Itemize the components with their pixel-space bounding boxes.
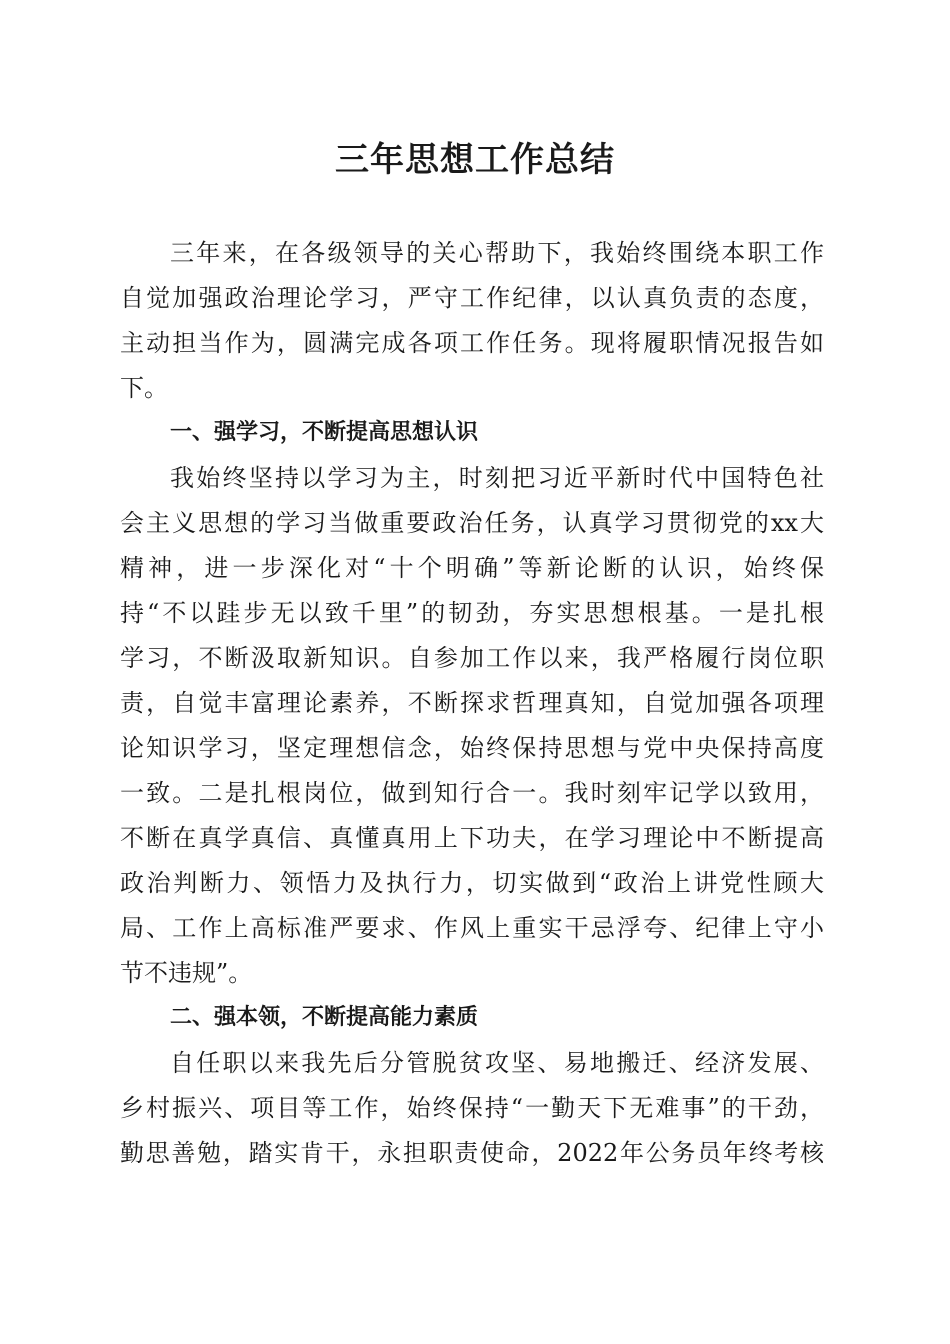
section2-line: 勤思善勉，踏实肯干，永担职责使命，2022年公务员年终考核 bbox=[120, 1139, 824, 1167]
intro-line: 主动担当作为，圆满完成各项工作任务。现将履职情况报告如 bbox=[120, 329, 824, 357]
section1-line: 会主义思想的学习当做重要政治任务，认真学习贯彻党的xx大 bbox=[120, 509, 824, 537]
section1-line: 持“不以跬步无以致千里”的韧劲，夯实思想根基。一是扎根 bbox=[120, 599, 824, 627]
section1-line: 我始终坚持以学习为主，时刻把习近平新时代中国特色社 bbox=[170, 464, 824, 492]
section1-line: 责，自觉丰富理论素养，不断探求哲理真知，自觉加强各项理 bbox=[120, 689, 824, 717]
section2-line: 乡村振兴、项目等工作，始终保持“一勤天下无难事”的干劲， bbox=[120, 1094, 824, 1122]
section1-line: 局、工作上高标准严要求、作风上重实干忌浮夸、纪律上守小 bbox=[120, 914, 824, 942]
section1-heading: 一、强学习，不断提高思想认识 bbox=[170, 420, 479, 445]
section2-line: 自任职以来我先后分管脱贫攻坚、易地搬迁、经济发展、 bbox=[170, 1049, 824, 1077]
section1-line: 论知识学习，坚定理想信念，始终保持思想与党中央保持高度 bbox=[120, 734, 824, 762]
intro-line: 三年来，在各级领导的关心帮助下，我始终围绕本职工作 bbox=[170, 239, 824, 267]
section1-line: 一致。二是扎根岗位，做到知行合一。我时刻牢记学以致用， bbox=[120, 779, 824, 807]
intro-line: 下。 bbox=[120, 374, 168, 402]
intro-line: 自觉加强政治理论学习，严守工作纪律，以认真负责的态度， bbox=[120, 284, 824, 312]
section1-line: 学习，不断汲取新知识。自参加工作以来，我严格履行岗位职 bbox=[120, 644, 824, 672]
document-title: 三年思想工作总结 bbox=[335, 140, 615, 180]
section1-line: 政治判断力、领悟力及执行力，切实做到“政治上讲党性顾大 bbox=[120, 869, 824, 897]
section1-line: 节不违规”。 bbox=[120, 959, 253, 987]
section1-line: 不断在真学真信、真懂真用上下功夫，在学习理论中不断提高 bbox=[120, 824, 824, 852]
section1-line: 精神，进一步深化对“十个明确”等新论断的认识，始终保 bbox=[120, 554, 824, 582]
section2-heading: 二、强本领，不断提高能力素质 bbox=[170, 1005, 479, 1030]
